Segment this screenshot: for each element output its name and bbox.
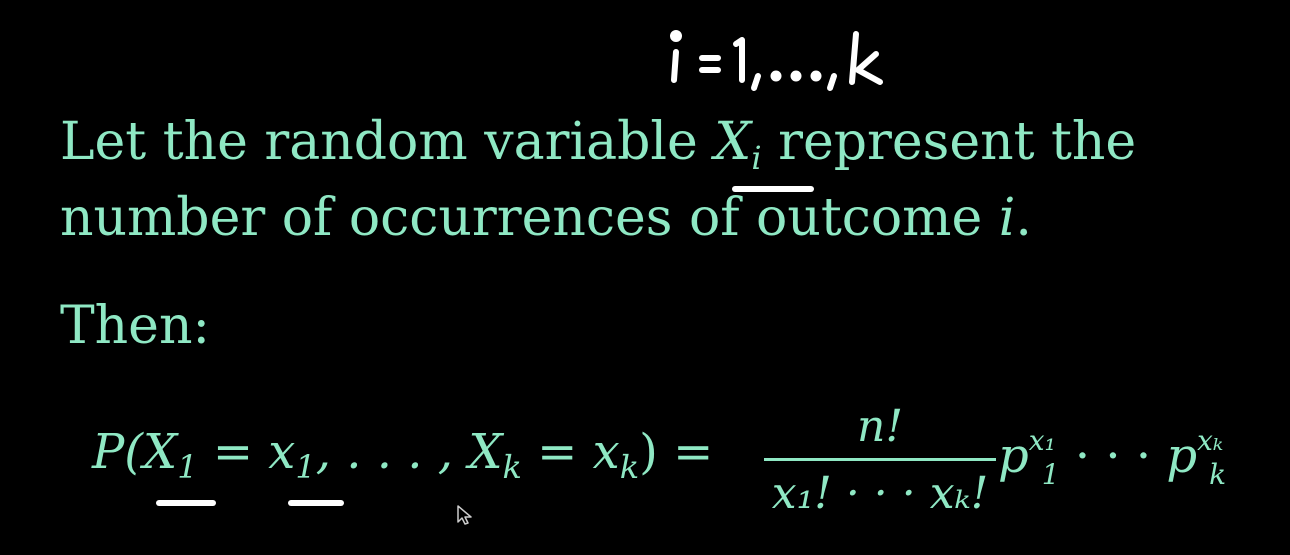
random-variable-x: X bbox=[714, 112, 752, 172]
handwritten-index-annotation bbox=[668, 22, 928, 92]
eq-xk: = x bbox=[521, 424, 620, 480]
definition-text-start: Let the random variable bbox=[60, 112, 715, 172]
pk-subscript: k bbox=[1209, 458, 1227, 491]
p1-subscript: 1 bbox=[1041, 458, 1060, 491]
fraction-bar bbox=[764, 458, 996, 461]
pk-base: p bbox=[1166, 428, 1198, 484]
ellipsis-xk: , . . . , X bbox=[315, 424, 503, 480]
pk-exponent: xₖ bbox=[1197, 424, 1224, 457]
p1-exponent: x₁ bbox=[1028, 424, 1056, 457]
prob-open: P(X bbox=[92, 424, 178, 480]
xk-subscript: k bbox=[502, 448, 522, 486]
product-dots: · · · bbox=[1059, 428, 1167, 484]
x1-lower-subscript: 1 bbox=[295, 448, 316, 486]
multinomial-formula bbox=[92, 400, 1252, 520]
underline-X1 bbox=[156, 500, 216, 506]
formula-rhs bbox=[998, 424, 1226, 491]
xk-lower-subscript: k bbox=[619, 448, 640, 486]
mouse-cursor-icon bbox=[456, 504, 474, 526]
sentence-period: . bbox=[1015, 188, 1032, 248]
numerator: n! bbox=[856, 401, 904, 452]
eq-x1: = x bbox=[197, 424, 296, 480]
denominator: x₁! · · · xₖ! bbox=[771, 468, 989, 519]
then-label: Then: bbox=[60, 296, 210, 356]
prob-close-equals: ) = bbox=[639, 424, 714, 480]
underline-x1 bbox=[288, 500, 344, 506]
random-variable-subscript: i bbox=[751, 139, 762, 177]
formula-lhs bbox=[92, 424, 713, 486]
definition-line-2 bbox=[60, 188, 1032, 248]
definition-text-end: represent the bbox=[761, 112, 1137, 172]
multinomial-coefficient bbox=[764, 400, 996, 521]
definition-line-1 bbox=[60, 112, 1136, 177]
outcome-variable-i: i bbox=[998, 188, 1016, 248]
occurrences-text: number of occurrences of outcome bbox=[60, 188, 999, 248]
x1-subscript: 1 bbox=[177, 448, 198, 486]
p1-base: p bbox=[998, 428, 1029, 484]
